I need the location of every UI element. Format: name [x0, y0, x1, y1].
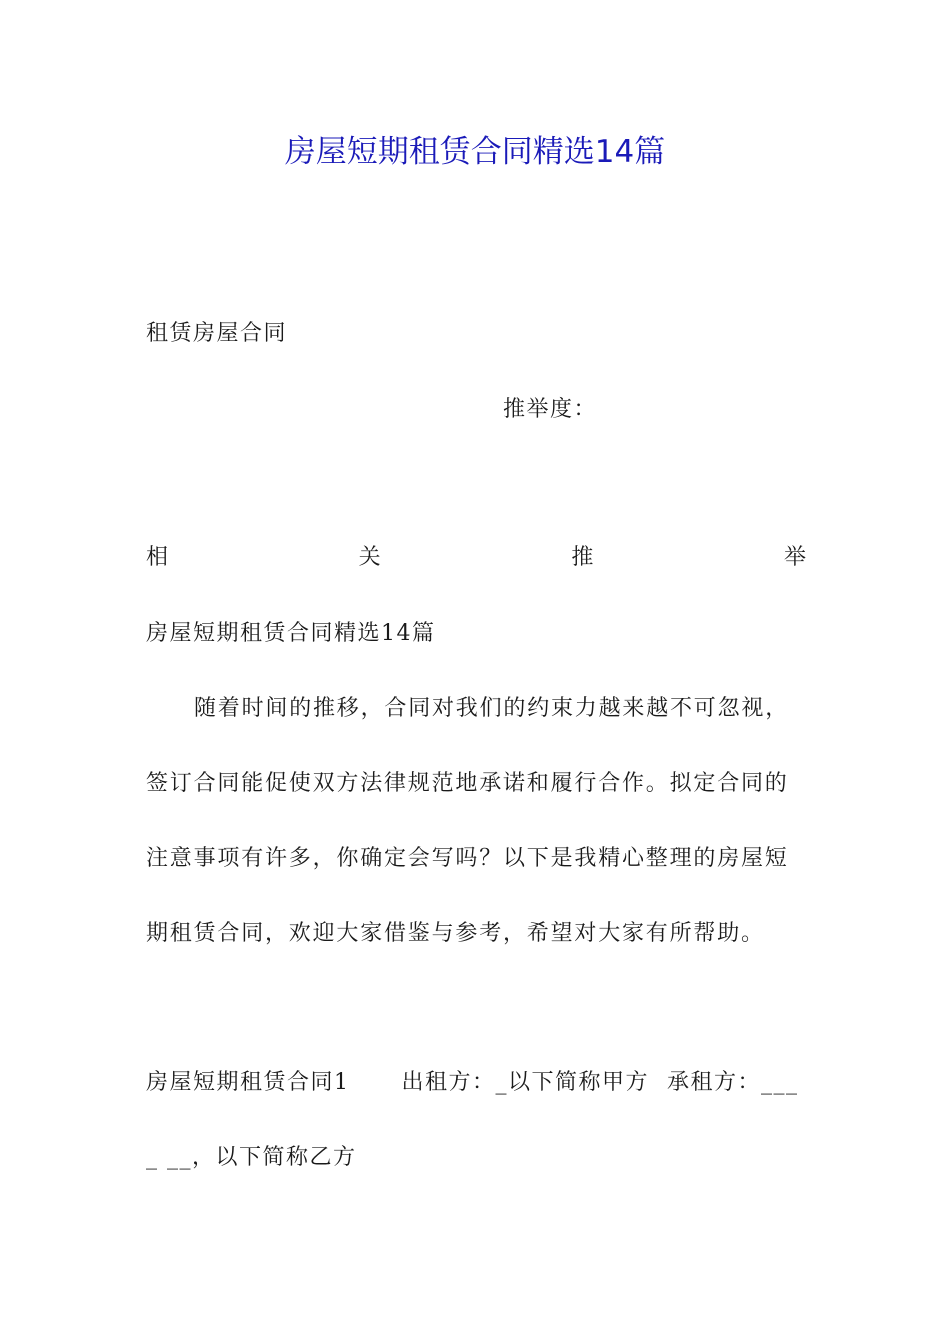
- intro-paragraph: [146, 691, 806, 991]
- related-char: 关: [358, 545, 381, 570]
- contract-heading-line: [146, 1065, 806, 1101]
- paragraph-line: 期租赁合同，欢迎大家借鉴与参考，希望对大家有所帮助。: [146, 921, 765, 946]
- lessor-field: 出租方：_以下简称甲方: [401, 1070, 650, 1095]
- paragraph-line: 签订合同能促使双方法律规范地承诺和履行合作。拟定合同的: [146, 771, 789, 796]
- recommend-label: 推举度：: [503, 397, 598, 422]
- related-recommend-row: [146, 540, 806, 576]
- paragraph-line: 注意事项有许多，你确定会写吗？以下是我精心整理的房屋短: [146, 846, 789, 871]
- related-title: 房屋短期租赁合同精选14篇: [146, 621, 436, 646]
- contract-heading: 房屋短期租赁合同1: [146, 1070, 350, 1095]
- related-char: 相: [146, 545, 169, 570]
- contract-party-line: _ __，以下简称乙方: [146, 1145, 357, 1170]
- paragraph-line: 随着时间的推移，合同对我们的约束力越来越不可忽视，: [194, 696, 790, 721]
- document-heading: 租赁房屋合同: [146, 321, 288, 346]
- page-title: 房屋短期租赁合同精选14篇: [284, 134, 666, 170]
- related-char: 推: [571, 545, 594, 570]
- lessee-field: 承租方：___: [667, 1070, 799, 1095]
- related-char: 举: [783, 545, 806, 570]
